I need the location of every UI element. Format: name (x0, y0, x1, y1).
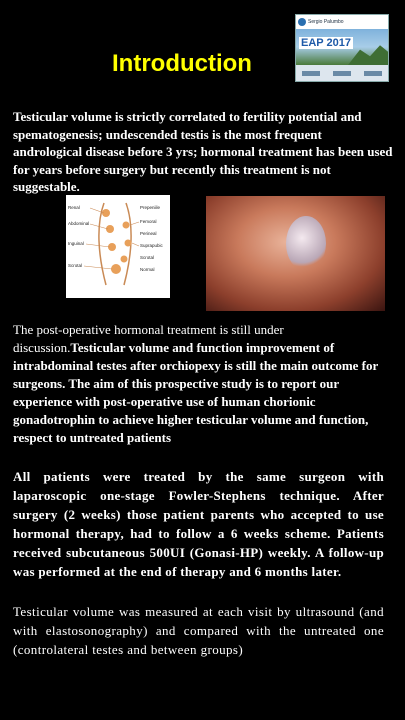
label-abdominal: Abdominal (68, 221, 90, 226)
paragraph-aim (13, 321, 393, 447)
label-perineal: Perineal (140, 231, 157, 236)
logo-header-text: Sergio Palumbo (308, 19, 344, 25)
label-inguinal: Inguinal (68, 241, 84, 246)
testis-mark-ectopic-2 (125, 240, 132, 247)
testis-mark-scrotal (111, 264, 121, 274)
logo-header (296, 15, 388, 29)
label-scrotal: Scrotal (68, 263, 83, 268)
label-prepeniile: Prepeniile (140, 205, 161, 210)
laparoscopic-photo (206, 196, 385, 311)
testis-mark-ectopic-1 (123, 222, 130, 229)
paragraph-methods: All patients were treated by the same surgeon with laparoscopic one-stage Fowler-Stephens technique. After surgery (2 weeks) those patient parents who accepted to use hormonal therapy, had to follow a 6 weeks scheme. Patients received subcutaneous 500UI (Gonasi-HP) weekly. A follow-up was performed at the end of therapy and 6 months later. (13, 469, 384, 579)
logo-footer (296, 65, 388, 81)
label-normal: Normal (140, 267, 155, 272)
paragraph-measurement: Testicular volume was measured at each visit by ultrasound (and with elastosonography) and compared with the untreated one (controlateral testes and between groups) (13, 604, 384, 657)
testis-location-diagram (66, 195, 170, 298)
paragraph-aim-bold: Testicular volume and function improvement of intrabdominal testes after orchiopexy is still the main outcome for surgeons. The aim of this prospective study is to report our experience with post-operative use of human chorionic gonadotrophin to achieve higher testicular volume and function, respect to untreated patients (13, 340, 379, 445)
label-scrotal-right: Scrotal (140, 255, 155, 260)
vessel-shape (286, 216, 326, 271)
conference-logo (295, 14, 389, 82)
slide-title: Introduction (112, 50, 252, 77)
label-renal: Renal (68, 205, 80, 210)
logo-mark: EAP 2017 (301, 37, 351, 49)
paragraph-intro: Testicular volume is strictly correlated to fertility potential and spematogenesis; undescended testis is the most frequent andrological disease before 3 yrs; hormonal treatment has been used for years before surgery but recently this treatment is not suggestable. (13, 109, 393, 194)
label-femoral: Femoral (140, 219, 157, 224)
logo-banner (296, 29, 388, 65)
paragraph-aim-lead: The post-operative hormonal treatment is still under discussion. (13, 322, 284, 355)
label-suprapubic: Suprapubic (140, 243, 163, 248)
landscape-icon (348, 43, 388, 65)
testis-mark-ectopic-3 (121, 256, 128, 263)
logo-dot-icon (298, 18, 306, 26)
